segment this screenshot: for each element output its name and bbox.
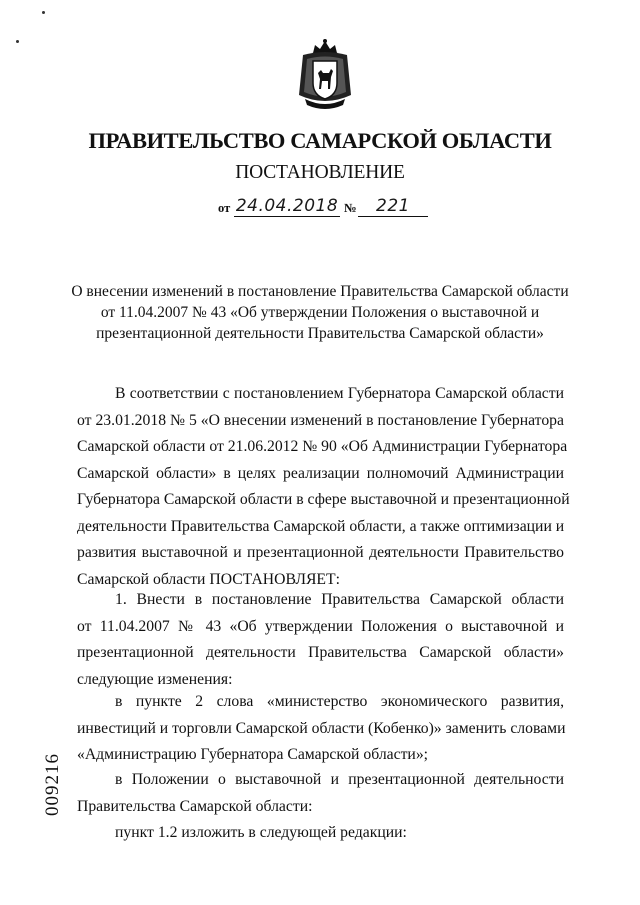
item-1-paragraph (77, 587, 564, 693)
item-1b-paragraph (77, 767, 564, 820)
coat-of-arms-emblem (293, 37, 357, 111)
text-line: в Положении о выставочной и презентационной деятельности (115, 771, 564, 788)
document-type: ПОСТАНОВЛЕНИЕ (235, 162, 405, 183)
date-value: 24.04.2018 (235, 196, 339, 216)
text-line: пункт 1.2 изложить в следующей редакции: (115, 824, 407, 841)
text-line: В соответствии с постановлением Губернатора Самарской области (115, 385, 564, 402)
scan-speck (16, 40, 19, 43)
date-prefix: от (218, 201, 231, 215)
subject-line: О внесении изменений в постановление Правительства Самарской области (71, 283, 569, 300)
text-line: от 11.04.2007 № 43 «Об утверждении Положения о выставочной и (77, 617, 564, 635)
text-line: презентационной деятельности Правительства Самарской области» (77, 644, 564, 661)
text-line: Правительства Самарской области: (77, 797, 313, 815)
subject-line: презентационной деятельности Правительства Самарской области» (96, 325, 544, 342)
text-line: Губернатора Самарской области в сфере выставочной и презентационной (77, 491, 570, 508)
registration-number: 009216 (42, 753, 63, 817)
text-line: 1. Внести в постановление Правительства Самарской области (115, 591, 564, 608)
text-line: развития выставочной и презентационной деятельности Правительство (77, 544, 564, 561)
text-line: «Администрацию Губернатора Самарской области»; (77, 746, 429, 763)
item-1c-paragraph (77, 820, 564, 847)
document-subject (0, 281, 640, 344)
text-line: деятельности Правительства Самарской области, а также оптимизации и (77, 517, 565, 535)
text-line: следующие изменения: (77, 670, 233, 688)
scan-speck (42, 11, 45, 14)
item-1a-paragraph (77, 689, 564, 769)
text-line: Самарской области» в целях реализации полномочий Администрации (77, 464, 564, 482)
government-title: ПРАВИТЕЛЬСТВО САМАРСКОЙ ОБЛАСТИ (88, 128, 552, 153)
document-dateline (218, 195, 448, 221)
preamble-paragraph (77, 381, 570, 593)
number-value: 221 (358, 196, 428, 217)
number-label: № (344, 201, 357, 215)
text-line: инвестиций и торговли Самарской области (Кобенко)» заменить словами (77, 719, 566, 737)
text-line: Самарской области ПОСТАНОВЛЯЕТ: (77, 570, 340, 588)
text-line: в пункте 2 слова «министерство экономического развития, (115, 693, 564, 710)
text-line: Самарской области от 21.06.2012 № 90 «Об Администрации Губернатора (77, 438, 568, 455)
subject-line: от 11.04.2007 № 43 «Об утверждении Положения о выставочной и (100, 304, 540, 321)
text-line: от 23.01.2018 № 5 «О внесении изменений в постановление Губернатора (77, 411, 564, 429)
